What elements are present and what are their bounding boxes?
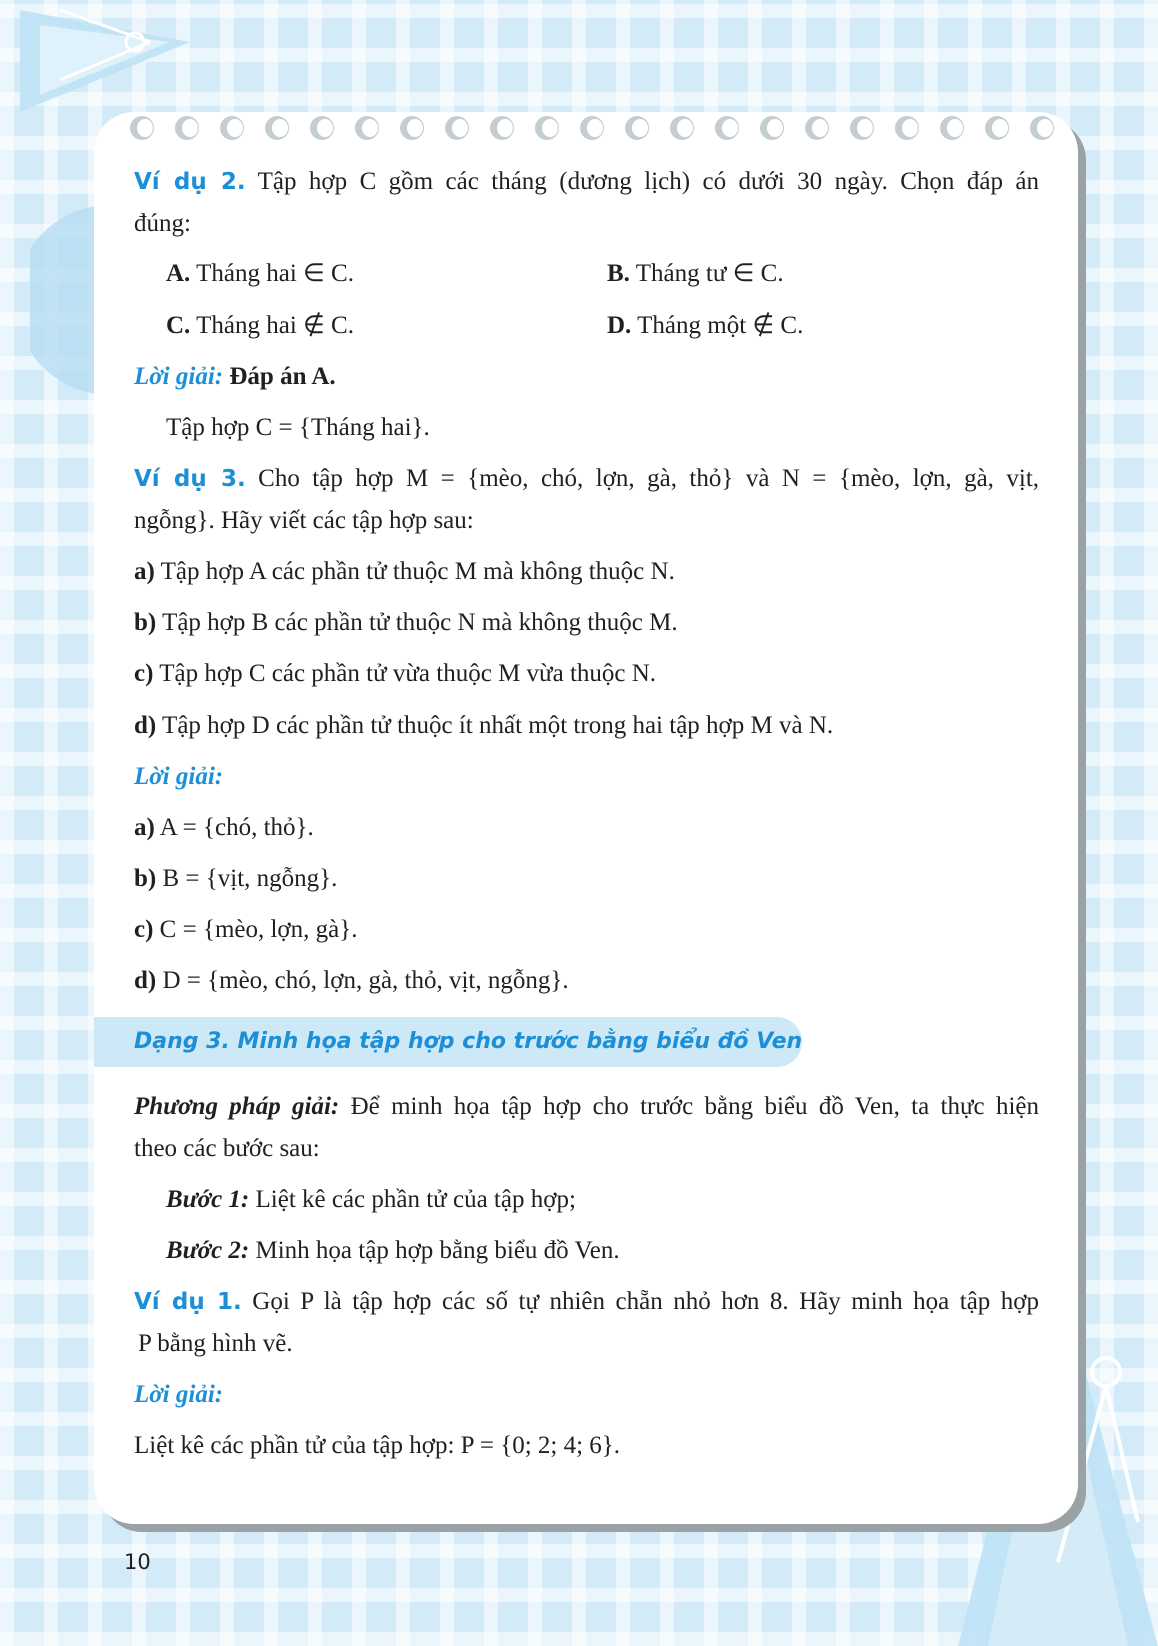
example3-solution-label: Lời giải:	[134, 763, 224, 790]
step-2: Bước 2: Minh họa tập hợp bằng biểu đồ Ven.	[166, 1237, 620, 1264]
section3-solution-label: Lời giải:	[134, 1381, 224, 1408]
example2-solution: Lời giải: Đáp án A.	[134, 363, 336, 390]
section-title: Dạng 3. Minh họa tập hợp cho trước bằng biểu đồ Ven	[134, 1029, 803, 1054]
compass-decoration-icon	[0, 0, 200, 130]
example2-line2: đúng:	[134, 210, 191, 237]
example2-label: Ví dụ 2.	[134, 169, 246, 195]
step-1: Bước 1: Liệt kê các phần tử của tập hợp;	[166, 1186, 576, 1213]
section3-example1-line1: Ví dụ 1. Gọi P là tập hợp các số tự nhiên chẵn nhỏ hơn 8. Hãy minh họa tập hợp	[134, 1288, 1040, 1315]
example3-label: Ví dụ 3.	[134, 466, 246, 492]
section3-example1-label: Ví dụ 1.	[134, 1289, 242, 1315]
example2-explanation: Tập hợp C = {Tháng hai}.	[166, 414, 430, 441]
task-d: d) Tập hợp D các phần tử thuộc ít nhất một trong hai tập hợp M và N.	[134, 712, 834, 739]
notebook-rings	[130, 112, 1060, 142]
answer-c: c) C = {mèo, lợn, gà}.	[134, 916, 358, 943]
section3-solution-text: Liệt kê các phần tử của tập hợp: P = {0; 2; 4; 6}.	[134, 1432, 621, 1459]
section3-example1-line2: P bằng hình vẽ.	[138, 1330, 293, 1357]
task-b: b) Tập hợp B các phần tử thuộc N mà không thuộc M.	[134, 609, 678, 636]
answer-d: d) D = {mèo, chó, lợn, gà, thỏ, vịt, ngỗng}.	[134, 967, 569, 994]
method-line2: theo các bước sau:	[134, 1135, 320, 1162]
option-a: A. Tháng hai ∈ C.	[166, 260, 354, 287]
method-line1: Phương pháp giải: Để minh họa tập hợp cho trước bằng biểu đồ Ven, ta thực hiện	[134, 1093, 1040, 1120]
option-c: C. Tháng hai ∉ C.	[166, 312, 354, 339]
example3-line2: ngỗng}. Hãy viết các tập hợp sau:	[134, 507, 474, 534]
option-d: D. Tháng một ∉ C.	[607, 312, 804, 339]
answer-b: b) B = {vịt, ngỗng}.	[134, 865, 338, 892]
task-c: c) Tập hợp C các phần tử vừa thuộc M vừa thuộc N.	[134, 660, 657, 687]
page-number: 10	[124, 1550, 151, 1574]
task-a: a) Tập hợp A các phần tử thuộc M mà không thuộc N.	[134, 558, 675, 585]
example3-line1: Ví dụ 3. Cho tập hợp M = {mèo, chó, lợn, gà, thỏ} và N = {mèo, lợn, gà, vịt,	[134, 465, 1040, 492]
example2-line1: Ví dụ 2. Tập hợp C gồm các tháng (dương lịch) có dưới 30 ngày. Chọn đáp án	[134, 168, 1039, 195]
option-b: B. Tháng tư ∈ C.	[607, 260, 784, 287]
answer-a: a) A = {chó, thỏ}.	[134, 814, 314, 841]
